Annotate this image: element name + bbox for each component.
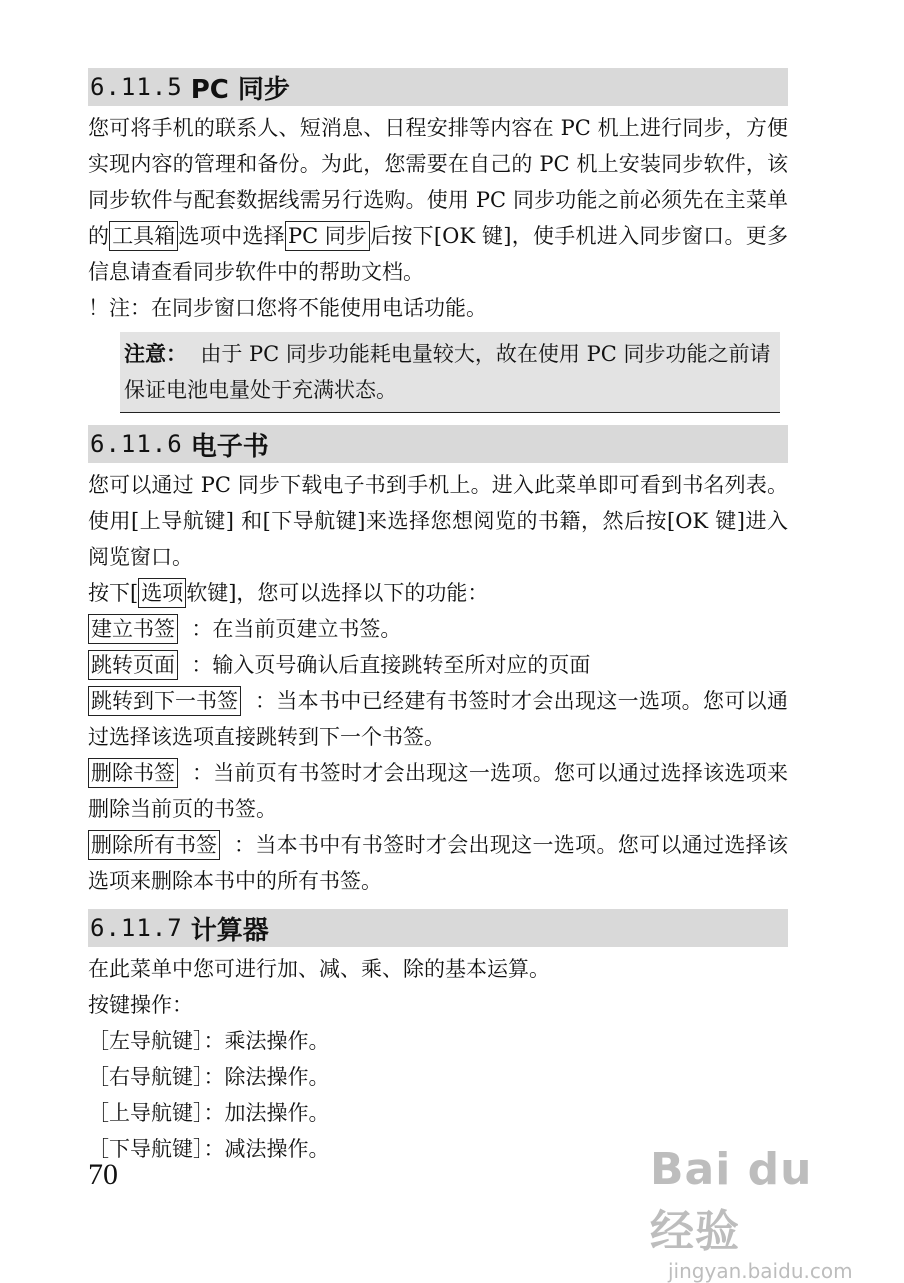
document-page bbox=[88, 60, 788, 1167]
section-title: 电子书 bbox=[190, 431, 269, 462]
page-number: 70 bbox=[88, 1158, 118, 1191]
option-label-box: 删除书签 bbox=[88, 758, 178, 788]
watermark-logo: Bai du 经验 bbox=[650, 1144, 813, 1257]
section-title: 计算器 bbox=[190, 915, 269, 946]
section-title: PC 同步 bbox=[190, 74, 290, 105]
key-item: ［右导航键］：除法操作。 bbox=[88, 1065, 330, 1089]
text-run: 软键]，您可以选择以下的功能： bbox=[186, 581, 489, 605]
option-label-box: 删除所有书签 bbox=[88, 830, 220, 860]
option-label-box: 跳转页面 bbox=[88, 650, 178, 680]
key-item: ［下导航键］：减法操作。 bbox=[88, 1137, 330, 1161]
paragraph: 按键操作： bbox=[88, 993, 193, 1017]
option-item bbox=[88, 611, 788, 647]
menu-label-box: PC 同步 bbox=[285, 221, 370, 251]
text-run: 按下[ bbox=[88, 581, 139, 605]
option-text: ：输入页号确认后直接跳转至所对应的页面 bbox=[191, 653, 591, 677]
menu-label-box: 工具箱 bbox=[109, 221, 178, 251]
section-number: 6.11.7 bbox=[90, 914, 183, 942]
option-text: ：当前页有书签时才会出现这一选项。您可以通过选择该选项来删除当前页的书签。 bbox=[88, 761, 788, 821]
key-item: ［左导航键］：乘法操作。 bbox=[88, 1029, 330, 1053]
option-text: ：当本书中已经建有书签时才会出现这一选项。您可以通过选择该选项直接跳转到下一个书签。 bbox=[88, 689, 788, 749]
option-label-box: 跳转到下一书签 bbox=[88, 686, 241, 716]
note-line: ！注：在同步窗口您将不能使用电话功能。 bbox=[88, 296, 487, 320]
notice-label: 注意： bbox=[124, 342, 187, 366]
text-run: 您可将手机的联系人、短消息、日程安排等内容在 PC 机上进行同步，方便实现内容的管理和备份。为此，您需要在自己的 PC 机上安装同步软件，该同步软件与配套数据线需另行选购。使用 PC 同步功能之前必须先在主菜单的 bbox=[88, 116, 788, 248]
watermark-url: jingyan.baidu.com bbox=[668, 1259, 853, 1283]
baidu-watermark bbox=[650, 1144, 853, 1283]
option-text: ：在当前页建立书签。 bbox=[191, 617, 402, 641]
option-text: ：当本书中有书签时才会出现这一选项。您可以通过选择该选项来删除本书中的所有书签。 bbox=[88, 833, 788, 893]
section-heading-pc-sync bbox=[88, 68, 788, 106]
notice-box bbox=[120, 332, 780, 413]
softkey-label-box: 选项 bbox=[138, 578, 186, 608]
notice-text: 由于 PC 同步功能耗电量较大，故在使用 PC 同步功能之前请保证电池电量处于充满状态。 bbox=[124, 342, 771, 402]
section-heading-calculator bbox=[88, 909, 788, 947]
text-run: 后按下[OK 键]，使手机进入同步窗口。更多信息请查看同步软件中的帮助文档。 bbox=[88, 224, 789, 284]
paragraph: 在此菜单中您可进行加、减、乘、除的基本运算。 bbox=[88, 957, 550, 981]
paragraph bbox=[88, 575, 788, 611]
option-item bbox=[88, 755, 788, 827]
section-number: 6.11.5 bbox=[90, 73, 183, 101]
option-item bbox=[88, 827, 788, 899]
option-label-box: 建立书签 bbox=[88, 614, 178, 644]
section-number: 6.11.6 bbox=[90, 430, 183, 458]
option-item bbox=[88, 683, 788, 755]
paragraph: 您可以通过 PC 同步下载电子书到手机上。进入此菜单即可看到书名列表。使用[上导航键] 和[下导航键]来选择您想阅览的书籍，然后按[OK 键]进入阅览窗口。 bbox=[88, 473, 788, 569]
paragraph bbox=[88, 110, 788, 290]
text-run: 选项中选择 bbox=[178, 224, 285, 248]
section-heading-ebook bbox=[88, 425, 788, 463]
key-item: ［上导航键］：加法操作。 bbox=[88, 1101, 330, 1125]
option-item bbox=[88, 647, 788, 683]
